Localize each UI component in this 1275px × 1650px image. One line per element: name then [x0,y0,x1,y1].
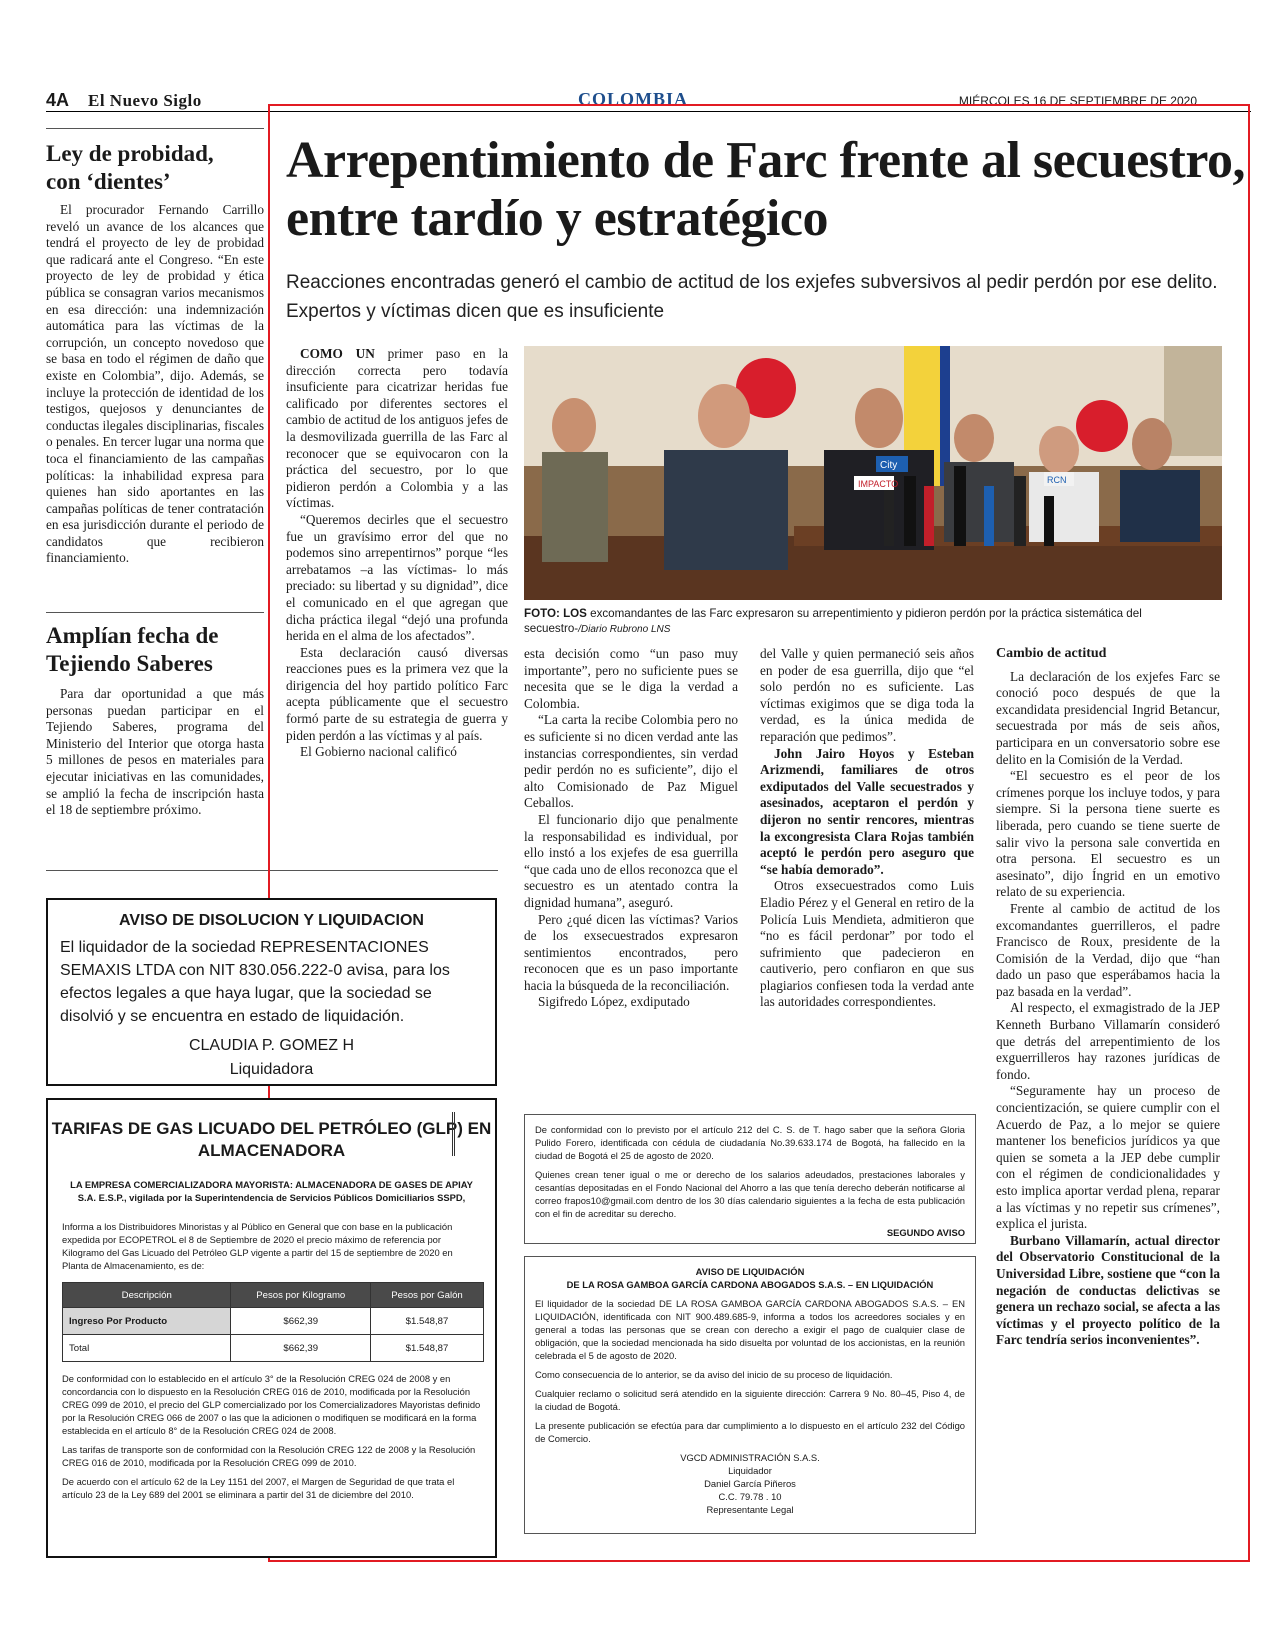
issue-date: MIÉRCOLES 16 DE SEPTIEMBRE DE 2020 [958,94,1197,108]
newspaper-name: El Nuevo Siglo [88,91,202,110]
table-cell: $1.548,87 [371,1335,484,1362]
ad-disolucion [46,898,497,1086]
ad-liquidacion-title: AVISO DE LIQUIDACIÓN [695,1266,805,1277]
ad-liquidacion-p3: Cualquier reclamo o solicitud será atendido en la siguiente dirección: Carrera 9 No. 80–45, Piso 4, de la ciudad de Bogotá. [535,1388,965,1412]
article-col4-p2: “El secuestro es el peor de los crímenes porque los incluye todos, y para siempre. Si la persona tiene suerte es liberada, pero cuando se tiene suerte de salir vivo la persona sale convertida en otra persona. El secuestro es un asesinato”, dijo Íngrid en un emotivo relato de su experiencia. [996,768,1220,900]
article-col3-p2: John Jairo Hoyos y Esteban Arizmendi, familiares de otros exdiputados del Valle secuestrados y asesinados, aceptaron el perdón y dijeron no sentir rencores, mientras la excongresista Clara Rojas también aceptó le perdón pero aseguro que “se había demorado”. [760,745,974,877]
article-col2-p1: esta decisión como “un paso muy importante”, pero no suficiente pues se necesita que se le diga la verdad a Colombia. [524,646,738,711]
mic-label-city: City [880,460,898,471]
article-col4-p5: “Seguramente hay un proceso de concientización, se quiere cumplir con el Acuerdo de Paz, a lo mejor se quiere mantener los beneficios jurídicos ya que quien se someta a la JEP debe cumplir con el régimen de condicionalidades y esto implica aportar verdad plena, reparar a las víctimas y no repetir sus crímenes”, explica el jurista. [996,1083,1220,1232]
article-lead: COMO UN [300,346,375,361]
article-col2-p5: Sigifredo López, exdiputado [538,994,690,1010]
article-col2-p4: Pero ¿qué dicen las víctimas? Varios de los exsecuestrados expresaron sentimientos encontrados, pero reconocen que es un paso importante hacia la búsqueda de la reconciliación. [524,911,738,993]
ad-liquidacion-p2: Como consecuencia de lo anterior, se da aviso del inicio de su proceso de liquidación. [535,1369,893,1380]
photo-credit: /Diario Rubrono LNS [578,624,671,635]
sidebar-story1-title: Ley de probidad, con ‘dientes’ [46,141,214,194]
ad-liquidacion-body [525,1265,975,1516]
ad-liquidacion-sig2: Liquidador [728,1465,772,1476]
page-number: 4A [46,90,70,110]
ad-glp-intro: Informa a los Distribuidores Minoristas y al Público en General que con base en la publicación expedida por ECOPETROL el 8 de Septiembre de 2020 el precio máximo de referencia por Kilogramo del Gas Licuado del Petróleo GLP vigente a partir del 15 de septiembre de 2020 en Planta de Almacenamiento, es de: [62,1221,453,1271]
sidebar-rule-mid [46,612,264,613]
mic-label-rcn: RCN [1047,475,1067,485]
article-col2-p3: El funcionario dijo que penalmente la responsabilidad es individual, por ello instó a los exjefes de esa guerrilla “que cada uno de ellos reconozca que el secuestro es un atentado contra la dignidad humana”, aseguró. [524,811,738,910]
ad-glp-title: TARIFAS DE GAS LICUADO DEL PETRÓLEO (GLP) EN ALMACENADORA [51,1119,492,1160]
photo-caption [524,606,1224,637]
article-col4-p6: Burbano Villamarín, actual director del Observatorio Constitucional de la Universidad Libre, sostiene que “con la negación de conductas delictivas se genera un rechazo social, se afecta a las víctimas y el proyecto político de la Farc tendría serios inconvenientes”. [996,1232,1220,1348]
table-header-cell: Descripción [63,1283,231,1308]
article-col3-p3: Otros exsecuestrados como Luis Eladio Pérez y el General en retiro de la Policía Luis Mendieta, admitieron que “no es fácil perdonar” por todo el sufrimiento que padecieron en cautiverio, pero confiaron en que sus plagiarios confiesen toda la verdad ante las autoridades correspondientes. [760,878,974,1010]
article-col4-p3: Frente al cambio de actitud de los excomandantes guerrilleros, el padre Francisco de Roux, presidente de la Comisión de la Verdad, dijo que “han dado un paso que esperábamos hacia la paz basada en la verdad”. [996,900,1220,999]
caption-text: excomandantes de las Farc expresaron su arrepentimiento y pidieron perdón por la práctica sistemática del secuestro- [524,607,1142,635]
table-cell: $662,39 [231,1308,371,1335]
sspd-logo-icon [452,1112,477,1156]
mic-label-impacto: IMPACTO [858,479,899,489]
table-cell: Total [63,1335,231,1362]
ad-liquidacion-subtitle: DE LA ROSA GAMBOA GARCÍA CARDONA ABOGADOS S.A.S. – EN LIQUIDACIÓN [566,1279,934,1290]
article-headline: Arrepentimiento de Farc frente al secuestro, entre tardío y estratégico [286,132,1245,247]
article-column-3 [760,646,974,1011]
sidebar-story2-title: Amplían fecha de Tejiendo Saberes [46,623,219,676]
ad-segundo-aviso [524,1114,976,1244]
ad-liquidacion-sig3: Daniel García Piñeros [704,1478,796,1489]
article-col1-p3: Esta declaración causó diversas reacciones pues es la primera vez que la dirigencia del hoy partido político Farc acepta públicamente que el secuestro formó parte de su estrategia de guerra y piden perdón a las víctimas y al país. [286,644,508,743]
ad-glp-company: LA EMPRESA COMERCIALIZADORA MAYORISTA: ALMACENADORA DE GASES DE APIAY S.A. E.S.P., vigilada por la Superintendencia de Servicios Públicos Domiciliarios SSPD, [70,1179,473,1203]
table-header-cell: Pesos por Kilogramo [231,1283,371,1308]
ad-glp-p1: De conformidad con lo establecido en el artículo 3° de la Resolución CREG 024 de 2008 y en concordancia con lo dispuesto en la Resolución CREG 016 de 2010, modificada por la Resolución CREG 099 de 2010, el precio del GLP comercializado por los Comercializadores Mayoristas definido por la Resolución CREG 066 de 2007 o las que la adicionen o modifiquen se modificará en la forma establecida en el artículo 8° de la Resolución CREG 024 de 2008. [62,1373,481,1436]
article-col2-p2: “La carta la recibe Colombia pero no es suficiente si no dicen verdad ante las instancias correspondientes, sin verdad pedir perdón no es suficiente”, dijo el alto Comisionado de Paz Miguel Ceballos. [524,712,738,811]
table-header-cell: Pesos por Galón [371,1283,484,1308]
ad-liquidacion [524,1256,976,1534]
ad-liquidacion-sig4: C.C. 79.78 . 10 [718,1491,782,1502]
ad-segundo-aviso-label: SEGUNDO AVISO [886,1227,965,1238]
article-column-1 [286,346,508,761]
article-col1-p4: El Gobierno nacional calificó [300,744,457,760]
ad-glp-p2: Las tarifas de transporte son de conformidad con la Resolución CREG 122 de 2008 y la Resolución CREG 016 de 2010, modificada por la Resolución CREG 099 de 2010. [62,1444,476,1468]
ad-liquidacion-sig5: Representante Legal [706,1504,794,1515]
ad-disolucion-body: El liquidador de la sociedad REPRESENTACIONES SEMAXIS LTDA con NIT 830.056.222-0 avisa, para los efectos legales a que haya lugar, que la sociedad se disolvió y se encuentra en estado de liquidación. [60,939,450,1025]
sidebar-story2-body: Para dar oportunidad a que más personas puedan participar en el Tejiendo Saberes, programa del Ministerio del Interior que otorga hasta 5 millones de pesos en materiales para ejecutar iniciativas en las comunidades, se amplió la fecha de inscripción hasta el 18 de septiembre próximo. [46,686,264,818]
ad-glp-tarifas [46,1098,497,1558]
article-col4-p4: Al respecto, el exmagistrado de la JEP Kenneth Burbano Villamarín consideró que detrás del arrepentimiento de los exguerrilleros hay razones jurídicas de fondo. [996,1000,1220,1082]
table-header-row [63,1283,484,1308]
section-subtitle-cambio: Cambio de actitud [996,646,1107,661]
glp-price-table [62,1282,484,1362]
article-col1-p1: primer paso en la dirección correcta pero todavía insuficiente para cicatrizar heridas fue calificado por diferentes sectores el cambio de actitud de los antiguos jefes de la desmovilizada guerrilla de las Farc al reconocer que se equivocaron con la práctica del secuestro, por lo que pidieron perdón a Colombia y a las víctimas. [286,346,508,511]
ad-disolucion-role: Liquidadora [229,1061,314,1078]
ad-segundo-aviso-p2: Quienes crean tener igual o me or derecho de los salarios adeudados, prestaciones laborales y cesantías depositadas en el Fondo Nacional del Ahorro a las que tenía derecho deberán notificarse al correo frapos10@gmail.com dentro de los 30 días calendario siguientes a la fecha de esta publicación con el fin de acreditar su derecho. [535,1169,965,1219]
article-col1-p2: “Queremos decirles que el secuestro fue un gravísimo error del que no podemos sino arrepentirnos” porque “les arrebatamos –a las víctimas- lo más preciado: su libertad y su dignidad”, dice el comunicado en el que agregan que dicha práctica ilegal “dejó una profunda herida en el alma de los afectados”. [286,511,508,644]
article-column-2 [524,646,738,1011]
ad-liquidacion-p1: El liquidador de la sociedad DE LA ROSA GAMBOA GARCÍA CARDONA ABOGADOS S.A.S. – EN LIQUIDACIÓN, identificada con NIT 900.489.685-9, informa a todos los acreedores sociales y en general a todas las personas que se crean con derecho a exigir el pago de cualquier clase de obligación, que la sociedad mencionada ha sido disuelta por voluntad de los accionistas, en la reunión celebrada el 5 de agosto de 2020. [535,1298,965,1361]
table-row [63,1308,484,1335]
section-name: COLOMBIA [578,89,689,109]
press-conference-photo [524,346,1222,600]
ad-liquidacion-sig1: VGCD ADMINISTRACIÓN S.A.S. [680,1452,820,1463]
article-col3-p1: del Valle y quien permaneció seis años en poder de esa guerrilla, dijo que “el solo perdón no es suficiente. Las víctimas exigimos que se diga toda la verdad, es la única medida de reparación que pedimos”. [760,646,974,744]
ad-segundo-aviso-p1: De conformidad con lo previsto por el artículo 212 del C. S. de T. hago saber que la señora Gloria Pulido Forero, identificada con cédula de ciudadanía No.39.633.174 de Bogotá, ha fallecido en la ciudad de Bogotá el 25 de agosto de 2020. [535,1124,965,1161]
caption-lead: FOTO: LOS [524,607,587,620]
table-row [63,1335,484,1362]
table-cell: $662,39 [231,1335,371,1362]
photo-illustration [524,346,1222,600]
table-cell: Ingreso Por Producto [63,1308,231,1335]
article-column-4 [996,646,1220,1349]
ad-disolucion-signer: CLAUDIA P. GOMEZ H [188,1037,355,1054]
sidebar-story1-body: El procurador Fernando Carrillo reveló un avance de los alcances que tendrá el proyecto de ley de probidad que radicará ante el Congreso. “En este proyecto de ley de probidad y ética pública se consagran varios mecanismos en esa dirección: una indemnización automática para las víctimas de la corrupción, un concepto novedoso que se basa en todo el régimen de daño que existe en Colombia”, dijo. Además, se incluye la protección de identidad de los testigos, quejosos y denunciantes de conductas ilegales disciplinarias, fiscales o penales. En tercer lugar una norma que toca el financiamiento de las campañas políticas: la inhabilidad expresa para quienes han sido aportantes en las campañas políticas de tener contratación en esa jurisdicción durante el periodo de candidatos que recibieron financiamiento. [46,202,264,566]
article-col4-p1: La declaración de los exjefes Farc se conoció poco después de que la excandidata presidencial Ingrid Betancur, secuestrada por más de seis años, participara en un conversatorio sobre ese delito en la Comisión de la Verdad. [996,668,1220,767]
ad-disolucion-title: AVISO DE DISOLUCION Y LIQUIDACION [119,912,424,929]
sidebar-rule-top [46,128,264,129]
ad-segundo-aviso-body [525,1123,975,1239]
table-cell: $1.548,87 [371,1308,484,1335]
ad-liquidacion-p4: La presente publicación se efectúa para dar cumplimiento a lo dispuesto en el artículo 232 del Código de Comercio. [535,1420,965,1444]
article-subhead: Reacciones encontradas generó el cambio de actitud de los exjefes subversivos al pedir perdón por ese delito. Expertos y víctimas dicen que es insuficiente [286,272,1218,322]
ad-glp-p3: De acuerdo con el artículo 62 de la Ley 1151 del 2007, el Margen de Seguridad de que trata el artículo 23 de la Ley 689 del 2001 se eliminara a partir del 31 de diciembre del 2010. [62,1476,455,1500]
